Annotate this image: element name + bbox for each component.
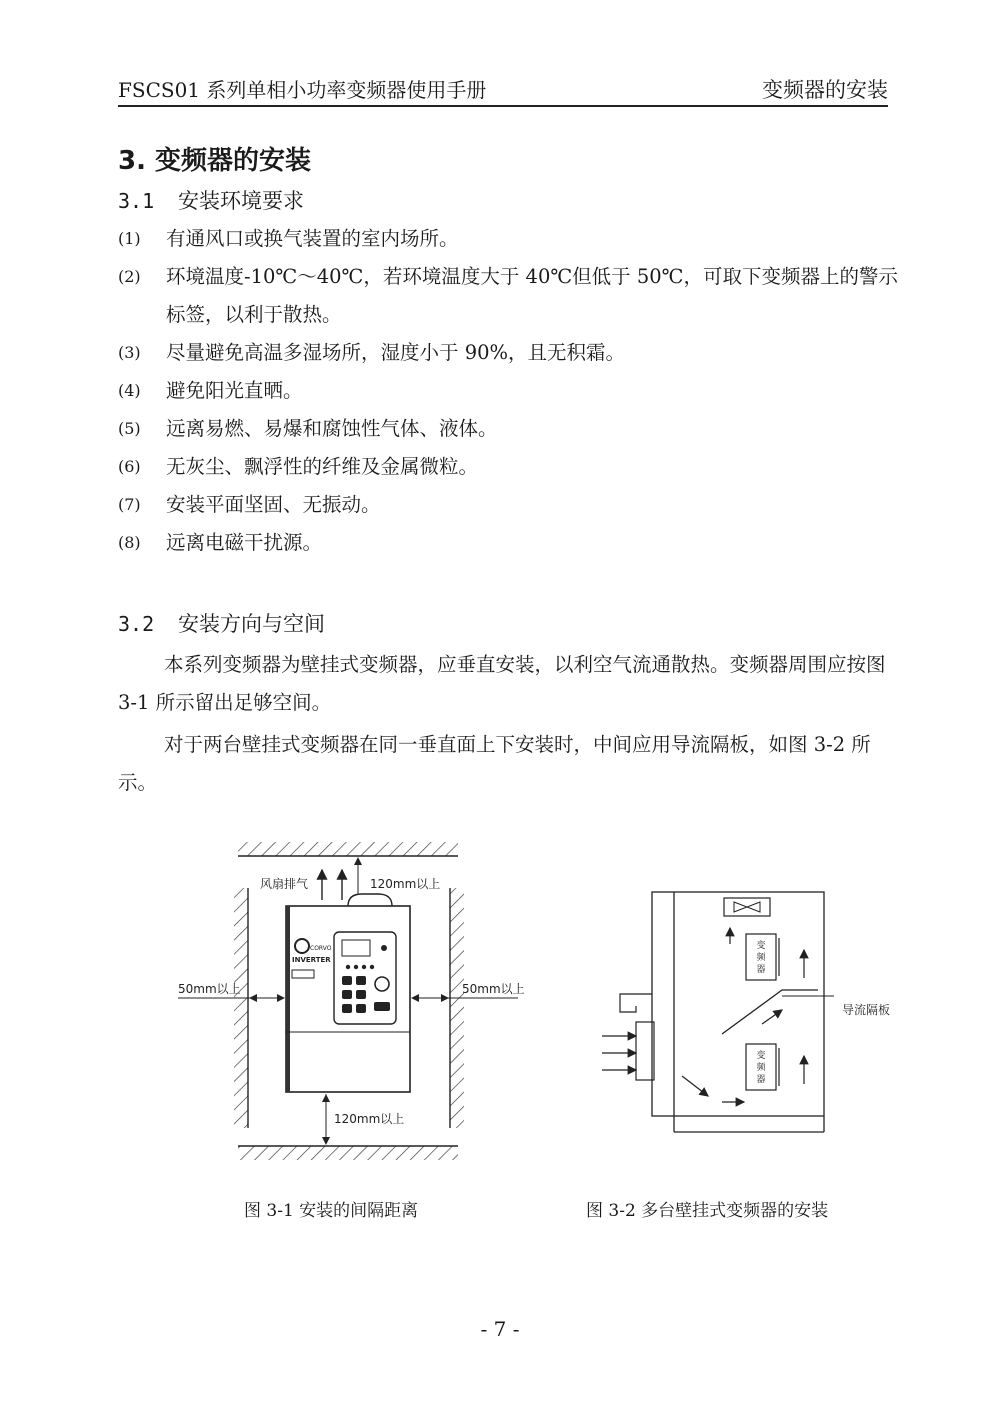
list-marker: (8) xyxy=(118,533,141,552)
list-item xyxy=(118,524,898,562)
cabinet-outline xyxy=(652,892,824,1116)
header-manual-title: FSCS01 系列单相小功率变频器使用手册 xyxy=(118,78,487,102)
section-title: 安装方向与空间 xyxy=(178,612,325,636)
list-item-text: 尽量避免高温多湿场所，湿度小于 90%，且无积霜。 xyxy=(166,341,626,364)
list-item xyxy=(118,334,898,372)
list-item-text: 环境温度-10℃～40℃，若环境温度大于 40℃但低于 50℃，可取下变频器上的警示标签，以利于散热。 xyxy=(166,265,898,326)
list-item xyxy=(118,372,898,410)
section-3-2-paragraph-2: 对于两台壁挂式变频器在同一垂直面上下安装时，中间应用导流隔板，如图 3-2 所示。 xyxy=(118,733,871,794)
inverter-label-char: 器 xyxy=(756,1075,766,1085)
section-3-1-heading xyxy=(118,185,304,215)
environment-requirements-list xyxy=(118,220,898,562)
figure-3-1-installation-clearance xyxy=(168,836,548,1176)
fan-exhaust-label: 风扇排气 xyxy=(260,877,309,891)
list-marker: (2) xyxy=(118,267,141,286)
section-number: 3.2 xyxy=(118,612,155,636)
figure-3-2-multiple-inverters xyxy=(596,884,916,1136)
list-item xyxy=(118,410,898,448)
right-clearance-label: 50mm以上 xyxy=(462,982,525,996)
list-marker: (7) xyxy=(118,495,141,514)
list-item xyxy=(118,220,898,258)
left-wall xyxy=(234,888,248,1128)
list-item-text: 远离易燃、易爆和腐蚀性气体、液体。 xyxy=(166,417,498,440)
top-clearance-label: 120mm以上 xyxy=(370,877,441,891)
bottom-wall xyxy=(238,1146,458,1160)
inverter-unit xyxy=(286,894,410,1092)
list-item xyxy=(118,258,898,334)
page-header xyxy=(118,74,888,106)
list-item-text: 避免阳光直晒。 xyxy=(166,379,303,402)
inverter-label-char: 频 xyxy=(756,953,766,963)
list-item xyxy=(118,486,898,524)
inverter-label-char: 变 xyxy=(756,941,766,951)
svg-text:CORVO: CORVO xyxy=(310,945,332,952)
inverter-label-char: 频 xyxy=(756,1063,766,1073)
inverter-label-char: 变 xyxy=(756,1051,766,1061)
baffle-label: 导流隔板 xyxy=(842,1003,891,1017)
list-marker: (3) xyxy=(118,343,141,362)
top-wall xyxy=(238,842,458,856)
list-item-text: 安装平面坚固、无振动。 xyxy=(166,493,381,516)
list-item-text: 有通风口或换气装置的室内场所。 xyxy=(166,227,459,250)
inverter-label-char: 器 xyxy=(756,965,766,975)
list-item xyxy=(118,448,898,486)
header-chapter-title: 变频器的安装 xyxy=(762,78,888,102)
page-number: - 7 - xyxy=(480,1317,520,1341)
bottom-clearance-label: 120mm以上 xyxy=(334,1112,405,1126)
section-3-2-heading xyxy=(118,608,325,638)
list-marker: (5) xyxy=(118,419,141,438)
left-clearance-label: 50mm以上 xyxy=(178,982,241,996)
right-wall xyxy=(450,888,464,1128)
list-marker: (6) xyxy=(118,457,141,476)
header-rule xyxy=(118,105,888,107)
figure-3-2-caption: 图 3-2 多台壁挂式变频器的安装 xyxy=(586,1201,829,1221)
list-item-text: 远离电磁干扰源。 xyxy=(166,531,323,554)
list-marker: (1) xyxy=(118,229,141,248)
figure-3-1-caption: 图 3-1 安装的间隔距离 xyxy=(244,1201,419,1221)
list-item-text: 无灰尘、飘浮性的纤维及金属微粒。 xyxy=(166,455,479,478)
section-title: 安装环境要求 xyxy=(178,189,304,213)
section-3-2-paragraph-1: 本系列变频器为壁挂式变频器，应垂直安装，以利空气流通散热。变频器周围应按图 3-1 所示留出足够空间。 xyxy=(118,653,886,714)
chapter-title: 3. 变频器的安装 xyxy=(118,146,312,176)
airflow-baffle xyxy=(722,990,818,1034)
inverter-brand-label: INVERTER xyxy=(292,956,331,964)
list-marker: (4) xyxy=(118,381,141,400)
air-inlet-filter xyxy=(636,1022,654,1080)
section-number: 3.1 xyxy=(118,189,155,213)
